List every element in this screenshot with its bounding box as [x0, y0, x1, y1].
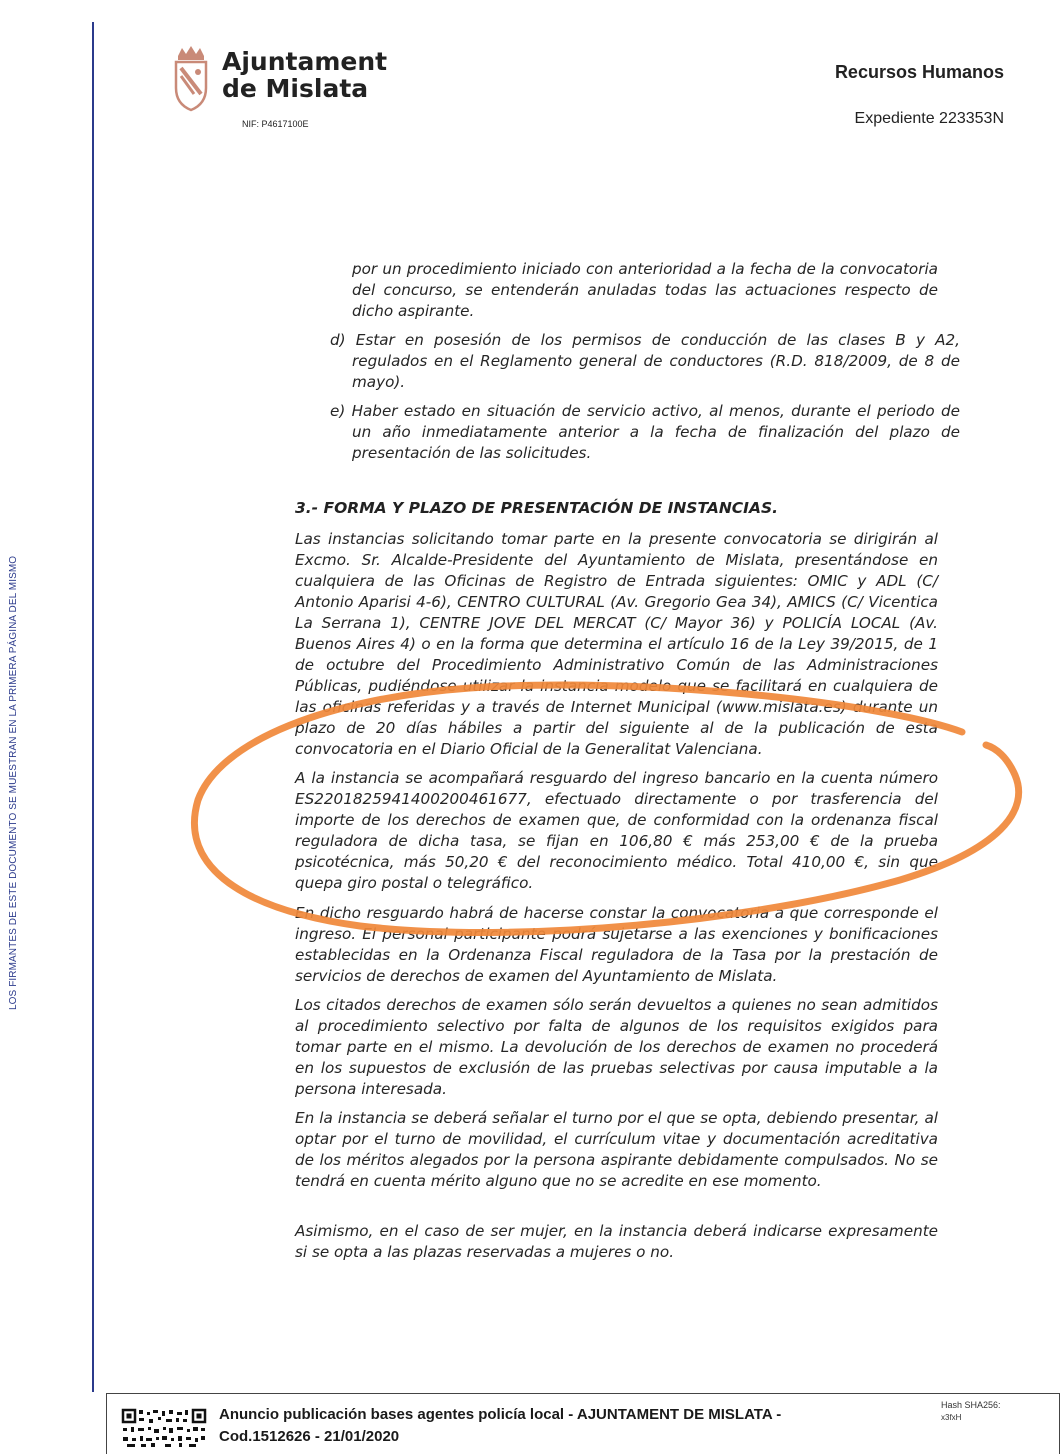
coat-of-arms-icon — [170, 42, 212, 112]
department-name: Recursos Humanos — [834, 62, 1004, 82]
hash-label: Hash SHA256: — [941, 1400, 1001, 1410]
paragraph: A la instancia se acompañará resguardo del ingreso bancario en la cuenta número ES2201825941400200461677, efectuado directamente o por trasferencia del importe de los derechos de examen que, de conformidad con la ordenanza fiscal reguladora de dicha tasa, se fijan en 106,80 € más 253,00 € de la prueba psicotécnica, más 50,20 € del reconocimiento médico. Total 410,00 €, sin que quepa giro postal o telegráfico. — [295, 769, 938, 892]
nif-number: NIF: P4617100E — [242, 119, 309, 129]
paragraph: Las instancias solicitando tomar parte en la presente convocatoria se dirigirán al Excmo. Sr. Alcalde-Presidente del Ayuntamiento de Mislata, presentándose en cualquiera de las Oficinas de Registro de Entrada siguientes: OMIC y ADL (C/ Antonio Aparisi 4-6), CENTRO CULTURAL (Av. Gregorio Gea 34), AMICS (C/ Vicentica La Serrana 1), CENTRE JOVE DEL MERCAT (C/ Mayor 36) y POLICÍA LOCAL (Av. Buenos Aires 4) o en la forma que determina el artículo 16 de la Ley 39/2015, de 1 de octubre del Procedimiento Administrativo Común de las Administraciones Públicas, pudiéndose utilizar la instancia modelo que se facilitará en cualquiera de las oficinas referidas y a través de Internet Municipal (www.mislata.es) durante un plazo de 20 días hábiles a partir del siguiente al de la publicación de esta convocatoria en el Diario Oficial de la Generalitat Valenciana. — [295, 530, 938, 758]
file-number: Expediente 223353N — [854, 110, 1004, 127]
continuation-paragraph: por un procedimiento iniciado con anterioridad a la fecha de la convocatoria del concurso, se entenderán anuladas todas las actuaciones respecto de dicho aspirante. — [352, 260, 938, 320]
section-title: 3.- FORMA Y PLAZO DE PRESENTACIÓN DE INSTANCIAS. — [295, 499, 778, 517]
paragraph: En la instancia se deberá señalar el turno por el que se opta, debiendo presentar, al optar por el turno de movilidad, el currículum vitae y documentación acreditativa de los méritos alegados por la persona aspirante debidamente compulsados. No se tendrá en cuenta mérito alguno que no se acredite en ese momento. — [295, 1109, 938, 1190]
hash-value: x3fxH — [941, 1413, 962, 1422]
municipal-logo — [170, 42, 388, 122]
qr-code-icon — [121, 1408, 207, 1448]
requirement-d: d) Estar en posesión de los permisos de conducción de las clases B y A2, regulados en el Reglamento general de conductores (R.D. 818/2009, de 8 de mayo). — [330, 331, 960, 391]
document-footer — [106, 1393, 1060, 1454]
paragraph: Asimismo, en el caso de ser mujer, en la instancia deberá indicarse expresamente si se opta a las plazas reservadas a mujeres o no. — [295, 1222, 938, 1261]
signers-notice: LOS FIRMANTES DE ESTE DOCUMENTO SE MUESTRAN EN LA PRIMERA PÁGINA DEL MISMO — [8, 555, 19, 1010]
requirement-e: e) Haber estado en situación de servicio activo, al menos, durante el periodo de un año inmediatamente anterior a la fecha de finalización del plazo de presentación de las solicitudes. — [330, 402, 960, 462]
paragraph: Los citados derechos de examen sólo serán devueltos a quienes no sean admitidos al procedimiento selectivo por falta de algunos de los requisitos exigidos para tomar parte en el mismo. La devolución de los derechos de examen no procederá en los supuestos de exclusión de las pruebas selectivas por causa imputable a la persona interesada. — [295, 996, 938, 1098]
logo-wordmark: Ajuntament de Mislata — [222, 47, 388, 103]
paragraph: En dicho resguardo habrá de hacerse constar la convocatoria a que corresponde el ingreso. El personal participante podrá sujetarse a las exenciones y bonificaciones establecidas en la Ordenanza Fiscal reguladora de la Tasa por la prestación de servicios de derechos de examen del Ayuntamiento de Mislata. — [295, 904, 938, 985]
footer-document-title: Anuncio publicación bases agentes policía local - AJUNTAMENT DE MISLATA - Cod.1512626 - 21/01/2020 — [219, 1406, 782, 1445]
margin-rule — [92, 22, 94, 1392]
